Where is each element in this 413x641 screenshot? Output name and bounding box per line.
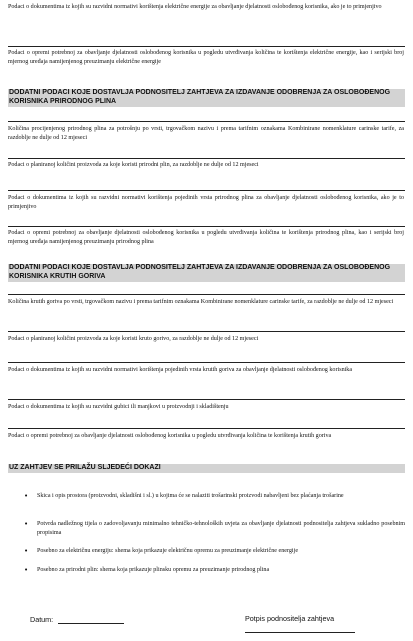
gas-item-3: Podaci o dokumentima iz kojih su razvidni normativi korištenja pojedinih vrsta prirodnog plina za obavljanje djelatnosti oslobođenog korisnika, ako je to primjenjivo <box>8 195 404 210</box>
date-field-line[interactable] <box>58 623 124 624</box>
bullet-dot-icon: • <box>24 492 29 500</box>
attachment-item-1: Skica i opis prostora (proizvodni, skladišni i sl.) u kojima će se nalaziti trošarinski proizvodi nabavljeni bez plaćanja trošarine <box>37 493 344 499</box>
field-line[interactable] <box>8 428 405 429</box>
bullet-dot-icon: • <box>24 566 29 574</box>
field-line[interactable] <box>8 294 405 295</box>
field-line[interactable] <box>8 331 405 332</box>
gas-section-heading: DODATNI PODACI KOJE DOSTAVLJA PODNOSITELJ ZAHTJEVA ZA IZDAVANJE ODOBRENJA ZA OSLOBOĐENOG KORISNIKA PRIRODNOG PLINA <box>8 89 405 107</box>
signature-label: Potpis podnositelja zahtjeva <box>245 614 335 623</box>
attachment-item-2: Potvrda nadležnog tijela o zadovoljavanju minimalno tehničko-tehnoloških uvjeta za obavljanje djelatnosti podnositelja zahtjeva sukladno posebnim propisima <box>37 521 405 536</box>
list-item <box>24 492 405 501</box>
solid-item-5: Podaci o opremi potrebnoj za obavljanje djelatnosti oslobođenog korisnika u pogledu utvrđivanja količina te korištenja krutih goriva <box>8 433 332 439</box>
solid-item-1: Količina krutih goriva po vrsti, trgovačkom nazivu i prema tarifnim oznakama Kombinirane nomenklature carinske tarife, za razdoblje ne dulje od 12 mjeseci <box>8 299 394 305</box>
field-line[interactable] <box>8 46 405 47</box>
gas-item-4: Podaci o opremi potrebnoj za obavljanje djelatnosti oslobođenog korisnika u pogledu utvrđivanja količina te korištenja prirodnog plina, kao i serijski broj mjernog uređaja namijenjenog preuzimanju prirodnog plina <box>8 230 404 245</box>
field-line[interactable] <box>8 158 405 159</box>
field-line[interactable] <box>8 190 405 191</box>
bullet-dot-icon: • <box>24 547 29 555</box>
field-line[interactable] <box>8 121 405 122</box>
field-line[interactable] <box>8 399 405 400</box>
attachment-item-4: Posebno za prirodni plin: shema koja prikazuje plinsku opremu za preuzimanje prirodnog plina <box>37 567 270 573</box>
date-label: Datum: <box>30 615 54 624</box>
bullet-dot-icon: • <box>24 520 29 528</box>
general-item-1: Podaci o dokumentima iz kojih su razvidni normativi korištenja električne energije za obavljanje djelatnosti oslobođenog korisnika, ako je to primjenjivo <box>8 4 382 10</box>
gas-item-1: Količina procijenjenog prirodnog plina za potrošnju po vrsti, trgovačkom nazivu i prema tarifnim oznakama Kombinirane nomenklature carinske tarife, za razdoblje ne dulje od 12 mjeseci <box>8 126 404 141</box>
attachments-section-heading: UZ ZAHTJEV SE PRILAŽU SLJEDEĆI DOKAZI <box>8 464 405 473</box>
solid-item-2: Podaci o planiranoj količini proizvoda za koje koristi kruto gorivo, za razdoblje ne dulje od 12 mjeseci <box>8 336 259 342</box>
solid-item-3: Podaci o dokumentima iz kojih su razvidni normativi korištenja pojedinih vrsta krutih goriva za obavljanje djelatnosti oslobođenog korisnika <box>8 367 353 373</box>
field-line[interactable] <box>8 362 405 363</box>
solid-section-heading: DODATNI PODACI KOJE DOSTAVLJA PODNOSITELJ ZAHTJEVA ZA IZDAVANJE ODOBRENJA ZA OSLOBOĐENOG KORISNIKA KRUTIH GORIVA <box>8 264 405 282</box>
signature-field-line[interactable] <box>245 632 355 633</box>
field-line[interactable] <box>8 226 405 227</box>
list-item <box>24 566 405 575</box>
solid-item-4: Podaci o dokumentima iz kojih su razvidni gubici ili manjkovi u proizvodnji i skladištenju <box>8 404 229 410</box>
list-item <box>24 520 405 537</box>
attachment-item-3: Posebno za električnu energiju: shema koja prikazuje električnu opremu za preuzimanje električne energije <box>37 548 299 554</box>
general-item-2: Podaci o opremi potrebnoj za obavljanje djelatnosti oslobođenog korisnika u pogledu utvrđivanja količina te korištenja električne energije, kao i serijski broj mjernog uređaja namijenjenog preuzimanju električne energije <box>8 50 404 65</box>
gas-item-2: Podaci o planiranoj količini proizvoda za koje koristi prirodni plin, za razdoblje ne dulje od 12 mjeseci <box>8 162 259 168</box>
list-item <box>24 547 405 556</box>
